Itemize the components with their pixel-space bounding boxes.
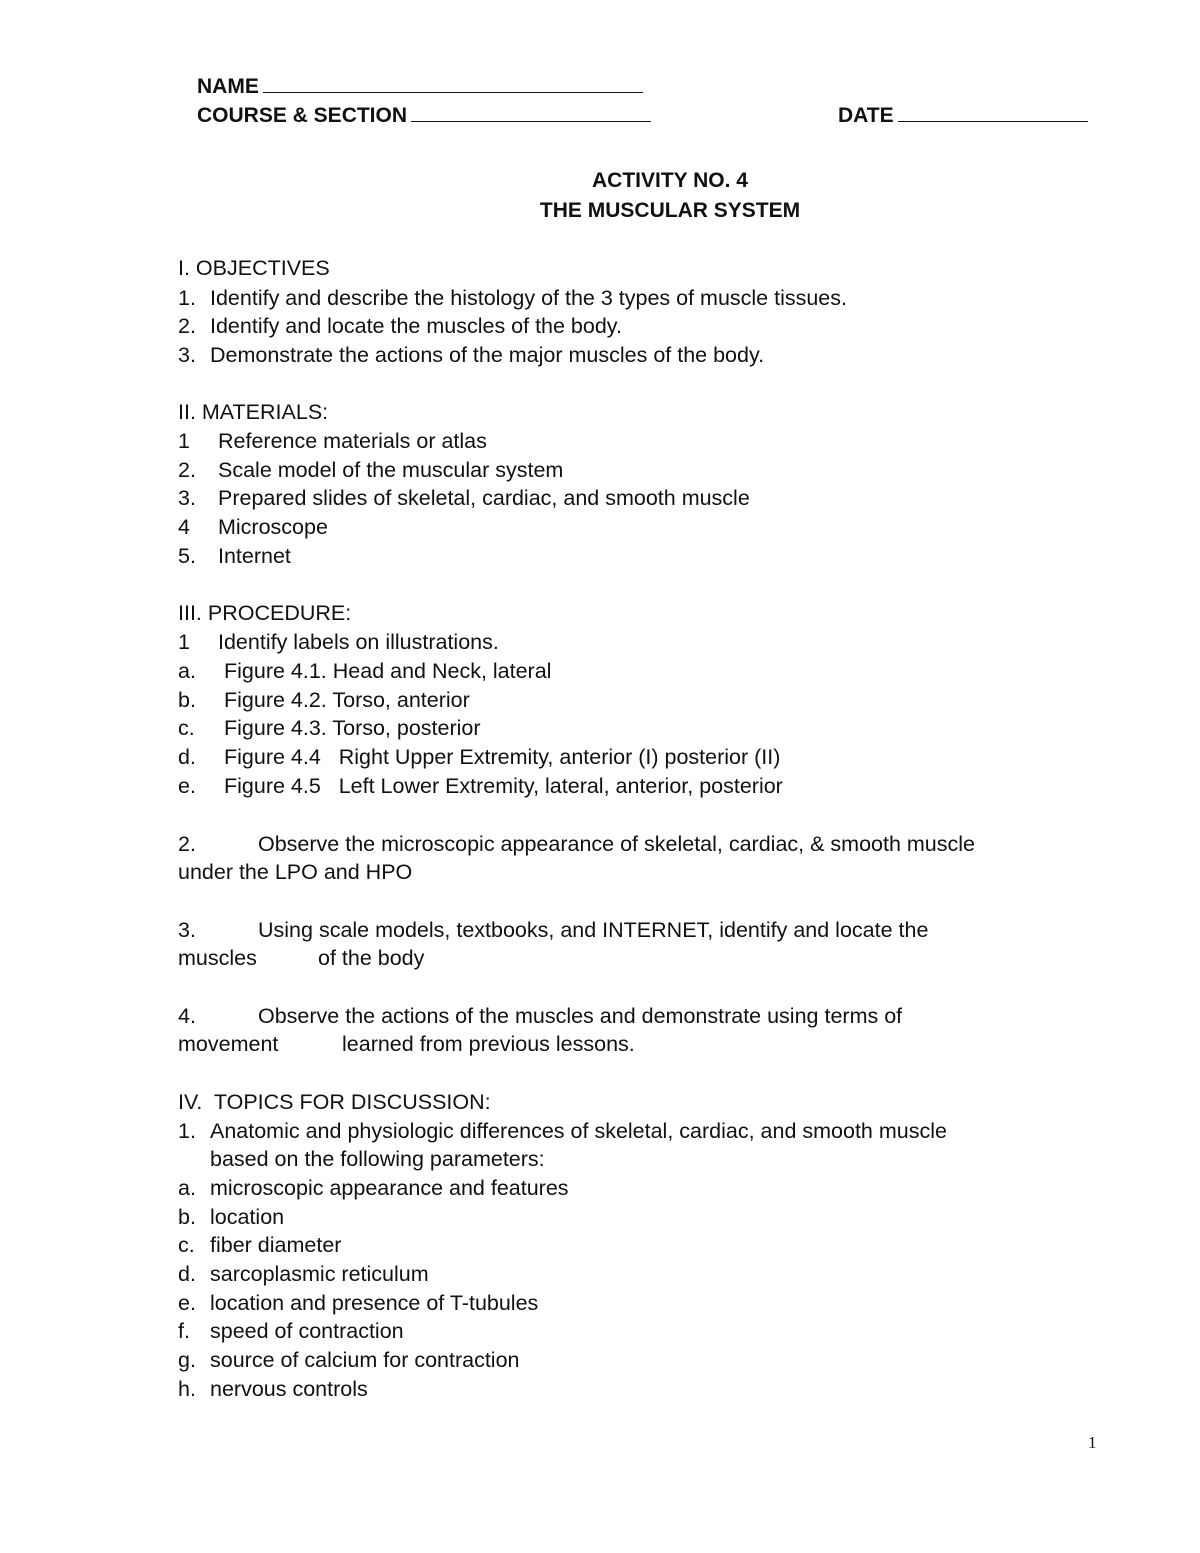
list-item: c. Figure 4.3. Torso, posterior xyxy=(178,716,481,740)
list-item: d. sarcoplasmic reticulum xyxy=(178,1262,429,1286)
list-item: a. Figure 4.1. Head and Neck, lateral xyxy=(178,659,552,683)
procedure-step: 3. Using scale models, textbooks, and INTERNET, identify and locate the xyxy=(178,918,929,942)
course-section-blank[interactable] xyxy=(411,101,651,122)
date-field xyxy=(838,101,1088,129)
date-label: DATE xyxy=(838,104,894,127)
list-item: e. location and presence of T-tubules xyxy=(178,1291,539,1315)
list-item: 1 Reference materials or atlas xyxy=(178,429,487,453)
list-item: h. nervous controls xyxy=(178,1377,368,1401)
materials-heading: II. MATERIALS: xyxy=(178,400,329,424)
procedure-step-continuation: under the LPO and HPO xyxy=(178,860,413,884)
list-item: 2. Scale model of the muscular system xyxy=(178,458,564,482)
procedure-step: 4. Observe the actions of the muscles and demonstrate using terms of xyxy=(178,1004,903,1028)
procedure-heading: III. PROCEDURE: xyxy=(178,601,352,625)
topics-heading: IV. TOPICS FOR DISCUSSION: xyxy=(178,1090,491,1114)
list-item: 2. Identify and locate the muscles of the body. xyxy=(178,314,622,338)
procedure-step-continuation: muscles of the body xyxy=(178,946,425,970)
course-section-label: COURSE & SECTION xyxy=(197,104,408,127)
list-item: 1 Identify labels on illustrations. xyxy=(178,630,499,654)
list-item: e. Figure 4.5 Left Lower Extremity, lateral, anterior, posterior xyxy=(178,774,783,798)
page-title: THE MUSCULAR SYSTEM xyxy=(539,199,801,222)
activity-number: ACTIVITY NO. 4 xyxy=(592,169,748,192)
name-label: NAME xyxy=(197,75,259,98)
objectives-heading: I. OBJECTIVES xyxy=(178,256,330,280)
list-item: c. fiber diameter xyxy=(178,1233,342,1257)
procedure-step: 2. Observe the microscopic appearance of skeletal, cardiac, & smooth muscle xyxy=(178,832,975,856)
procedure-step-continuation: movement learned from previous lessons. xyxy=(178,1032,635,1056)
date-blank[interactable] xyxy=(898,101,1088,122)
list-item-continuation: based on the following parameters: xyxy=(210,1147,545,1171)
list-item: d. Figure 4.4 Right Upper Extremity, anterior (I) posterior (II) xyxy=(178,745,781,769)
list-item: 3. Prepared slides of skeletal, cardiac, and smooth muscle xyxy=(178,486,750,510)
list-item: f. speed of contraction xyxy=(178,1319,404,1343)
name-blank[interactable] xyxy=(263,72,643,93)
list-item: a. microscopic appearance and features xyxy=(178,1176,569,1200)
list-item: 5. Internet xyxy=(178,544,291,568)
list-item: g. source of calcium for contraction xyxy=(178,1348,520,1372)
list-item: 1. Anatomic and physiologic differences of skeletal, cardiac, and smooth muscle xyxy=(178,1119,947,1143)
page-number: 1 xyxy=(1088,1433,1097,1452)
list-item: b. location xyxy=(178,1205,285,1229)
list-item: 4 Microscope xyxy=(178,515,328,539)
name-field xyxy=(197,72,643,100)
list-item: 3. Demonstrate the actions of the major muscles of the body. xyxy=(178,343,765,367)
list-item: 1. Identify and describe the histology of the 3 types of muscle tissues. xyxy=(178,286,847,310)
course-section-field xyxy=(197,101,651,129)
list-item: b. Figure 4.2. Torso, anterior xyxy=(178,688,470,712)
